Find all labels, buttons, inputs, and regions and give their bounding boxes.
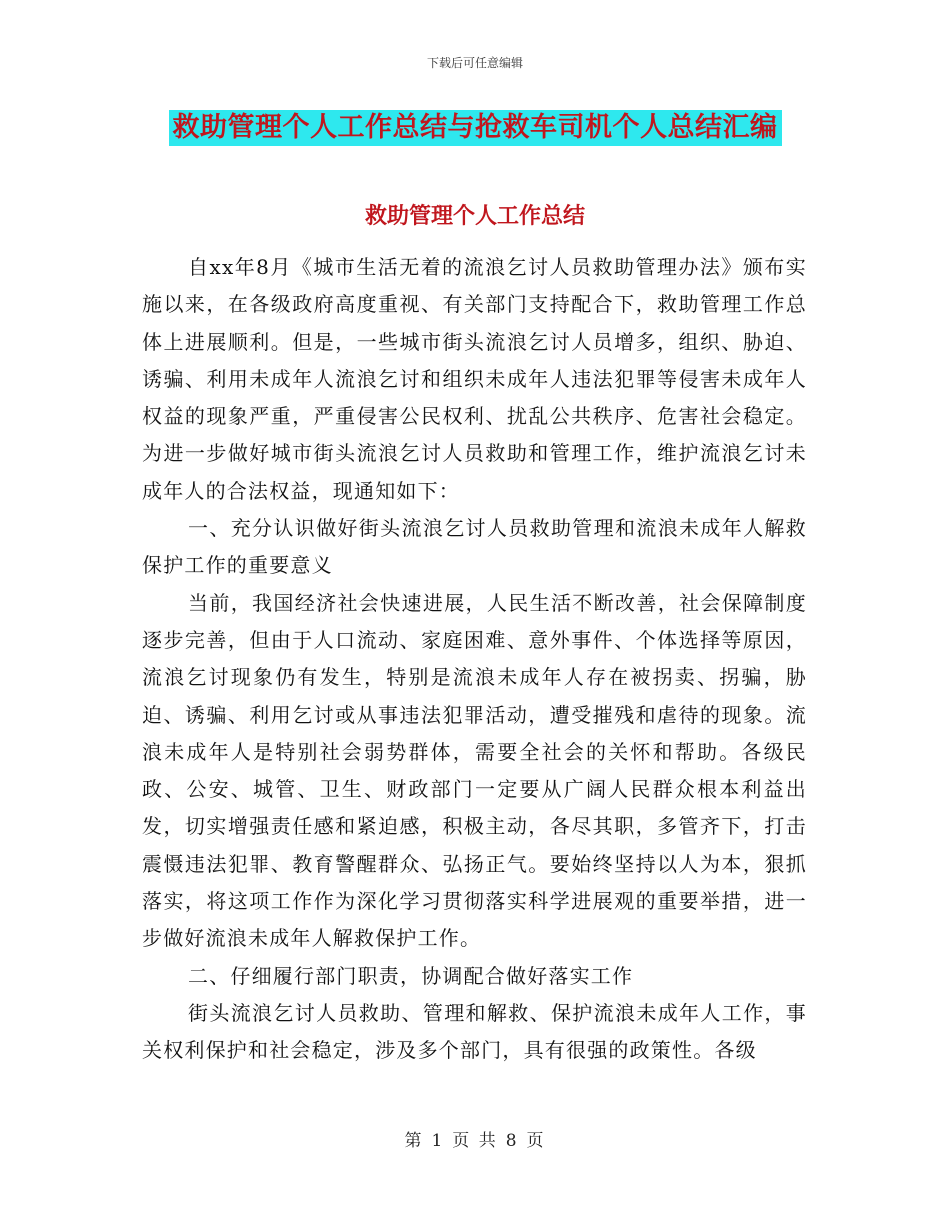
header-note: 下载后可任意编辑 xyxy=(426,56,523,70)
footer-mid: 页 共 xyxy=(452,1131,498,1151)
paragraph-intro: 自xx年8月《城市生活无着的流浪乞讨人员救助管理办法》颁布实施以来，在各级政府高度重视、有关部门支持配合下，救助管理工作总体上进展顺利。但是，一些城市街头流浪乞讨人员增多，组织、胁迫、诱骗、利用未成年人流浪乞讨和组织未成年人违法犯罪等侵害未成年人权益的现象严重，严重侵害公民权利、扰乱公共秩序、危害社会稳定。为进一步做好城市街头流浪乞讨人员救助和管理工作，维护流浪乞讨未成年人的合法权益，现通知如下： xyxy=(142,255,807,503)
footer-total-pages: 8 xyxy=(505,1131,519,1151)
page-footer xyxy=(0,1126,950,1151)
footer-suffix: 页 xyxy=(526,1131,546,1151)
paragraph-body-2: 街头流浪乞讨人员救助、管理和解救、保护流浪未成年人工作，事关权利保护和社会稳定，涉及多个部门，具有很强的政策性。各级 xyxy=(142,1000,807,1063)
section-title: 救助管理个人工作总结 xyxy=(364,204,585,229)
document-body xyxy=(142,249,807,1070)
paragraph-heading-2: 二、仔细履行部门职责，协调配合做好落实工作 xyxy=(188,963,634,988)
paragraph-heading-1: 一、充分认识做好街头流浪乞讨人员救助管理和流浪未成年人解救保护工作的重要意义 xyxy=(142,516,807,578)
footer-page-number: 1 xyxy=(431,1131,445,1151)
document-title-container xyxy=(0,110,950,146)
document-title: 救助管理个人工作总结与抢救车司机个人总结汇编 xyxy=(169,110,782,146)
footer-prefix: 第 xyxy=(404,1131,424,1151)
paragraph-body-1: 当前，我国经济社会快速进展，人民生活不断改善，社会保障制度逐步完善，但由于人口流动、家庭困难、意外事件、个体选择等原因，流浪乞讨现象仍有发生，特别是流浪未成年人存在被拐卖、拐骗，胁迫、诱骗、利用乞讨或从事违法犯罪活动，遭受摧残和虐待的现象。流浪未成年人是特别社会弱势群体，需要全社会的关怀和帮助。各级民政、公安、城管、卫生、财政部门一定要从广阔人民群众根本利益出发，切实增强责任感和紧迫感，积极主动，各尽其职，多管齐下，打击震慑违法犯罪、教育警醒群众、弘扬正气。要始终坚持以人为本，狠抓落实，将这项工作作为深化学习贯彻落实科学进展观的重要举措，进一步做好流浪未成年人解救保护工作。 xyxy=(142,590,807,951)
